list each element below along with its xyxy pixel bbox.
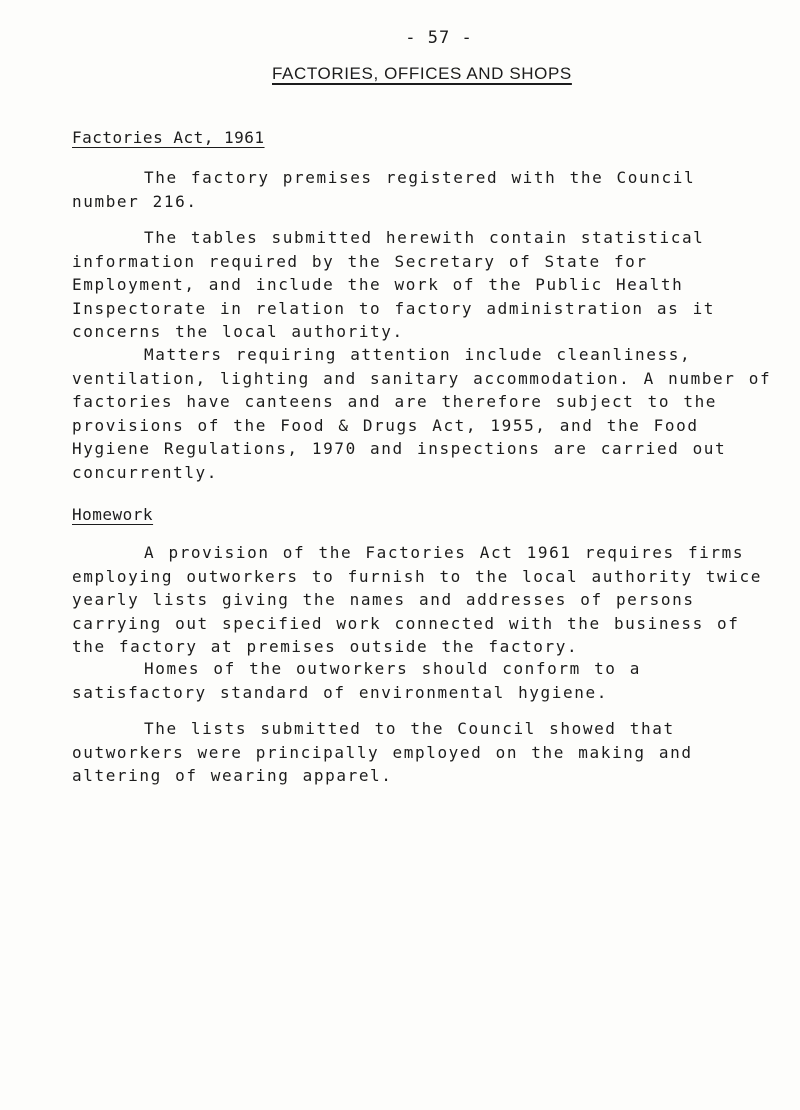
paragraph-matters-requiring-attention: Matters requiring attention include cleanliness, ventilation, lighting and sanitary accommodation. A number of factories have canteens and are therefore subject to the provisions of the Food & Drugs Act, 1955, and the Food Hygiene Regulations, 1970 and inspections are carried out concurrently. [72,345,772,482]
section-heading-factories-act: Factories Act, 1961 [72,128,265,147]
paragraph-outworker-lists: A provision of the Factories Act 1961 requires firms employing outworkers to furnish to the local authority twice yearly lists giving the names and addresses of persons carrying out specified work connected with the business of the factory at premises outside the factory. [72,543,762,656]
paragraph-statistical-tables: The tables submitted herewith contain statistical information required by the Secretary of State for Employment, and include the work of the Public Health Inspectorate in relation to factory administration as it concerns the local authority. [72,228,716,341]
section-heading-homework: Homework [72,505,154,524]
page-title: FACTORIES, OFFICES AND SHOPS [272,64,572,83]
paragraph-registered-premises: The factory premises registered with the Council number 216. [72,168,696,211]
page-number: - 57 - [405,28,473,48]
paragraph-lists-submitted: The lists submitted to the Council showed that outworkers were principally employed on the making and altering of wearing apparel. [72,719,693,785]
paragraph-outworker-homes: Homes of the outworkers should conform to a satisfactory standard of environmental hygiene. [72,659,642,702]
